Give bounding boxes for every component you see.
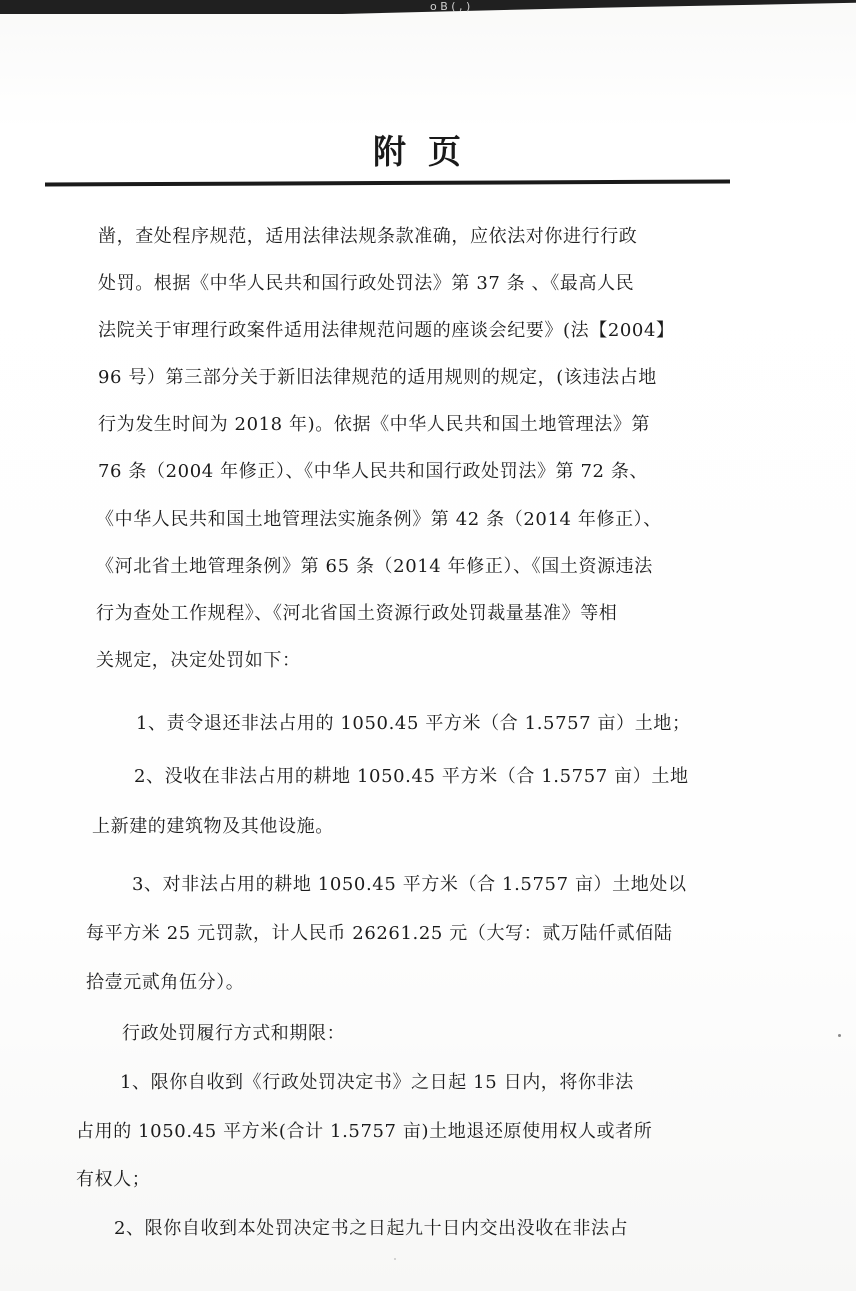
body-line: 法院关于审理行政案件适用法律规范问题的座谈会纪要》(法【2004】 [98,320,675,341]
deadline-item-2: 2、限你自收到本处罚决定书之日起九十日内交出没收在非法占 [114,1218,629,1239]
deadline-item-1: 1、限你自收到《行政处罚决定书》之日起 15 日内，将你非法 [120,1072,634,1093]
title-underline [45,180,730,187]
penalty-item-3-cont: 每平方米 25 元罚款，计人民币 26261.25 元（大写：贰万陆仟贰佰陆 [86,923,673,944]
deadline-item-1-cont: 占用的 1050.45 平方米(合计 1.5757 亩)土地退还原使用权人或者所 [76,1121,653,1142]
penalty-item-2: 2、没收在非法占用的耕地 1050.45 平方米（合 1.5757 亩）土地 [134,766,689,787]
penalty-item-2-cont: 上新建的建筑物及其他设施。 [92,816,334,837]
body-line: 76 条（2004 年修正）、《中华人民共和国行政处罚法》第 72 条、 [98,461,649,482]
body-line: 行为发生时间为 2018 年)。依据《中华人民共和国土地管理法》第 [98,414,651,435]
body-line: 处罚。根据《中华人民共和国行政处罚法》第 37 条 、《最高人民 [98,273,635,294]
top-edge-text: o B ( , ) [430,0,471,13]
page-title: 附页 [373,132,483,171]
deadline-item-1-cont: 有权人； [76,1169,151,1190]
body-line: 96 号）第三部分关于新旧法律规范的适用规则的规定，(该违法占地 [98,367,657,388]
scan-speck [394,1258,396,1260]
body-line: 关规定，决定处罚如下： [96,650,301,671]
penalty-item-3-cont: 拾壹元贰角伍分）。 [86,972,245,993]
section-heading: 行政处罚履行方式和期限： [122,1023,346,1044]
body-line: 凿，查处程序规范，适用法律法规条款准确，应依法对你进行行政 [98,226,638,247]
penalty-item-3: 3、对非法占用的耕地 1050.45 平方米（合 1.5757 亩）土地处以 [132,874,687,895]
scan-speck [838,1034,841,1037]
penalty-item-1: 1、责令退还非法占用的 1050.45 平方米（合 1.5757 亩）土地； [136,713,691,734]
body-line: 《中华人民共和国土地管理法实施条例》第 42 条（2014 年修正）、 [96,509,662,530]
body-line: 行为查处工作规程》、《河北省国土资源行政处罚裁量基准》等相 [96,603,618,624]
body-line: 《河北省土地管理条例》第 65 条（2014 年修正）、《国土资源违法 [96,556,653,577]
